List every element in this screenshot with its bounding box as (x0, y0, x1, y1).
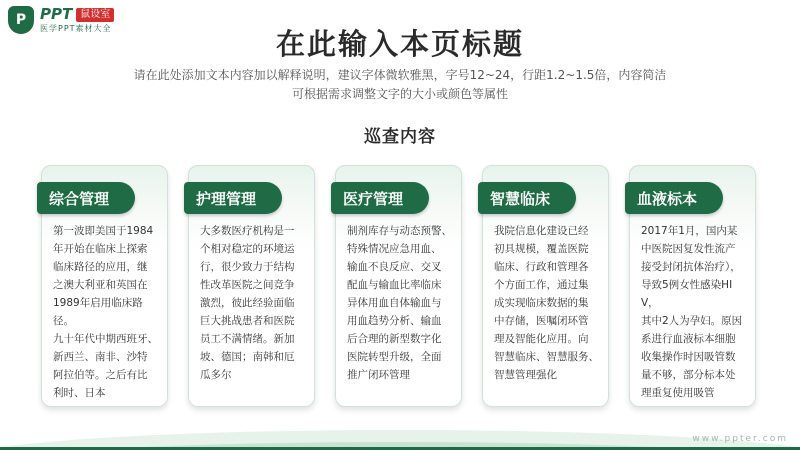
watermark: www.ppter.com (692, 434, 788, 444)
logo-badge: 鼠设室 (76, 8, 114, 22)
card-comprehensive-management (41, 165, 168, 407)
card-body: 制剂库存与动态预警、 特殊情况应急用血、 输血不良反应、交叉 配血与输血比率临床 异体用血自体输血与 用血趋势分析、输血 后合理的新型数字化 医院转型升级，全面 推广闭环管理 (347, 225, 452, 381)
subtitle-line-1: 请在此处添加文本内容加以解释说明，建议字体微软雅黑，字号12~24，行距1.2~1.5倍，内容简洁 (133, 68, 667, 82)
card-medical-management (335, 165, 462, 407)
page-title: 在此输入本页标题 (275, 27, 524, 61)
section-title: 巡查内容 (364, 127, 436, 147)
logo-tagline: 医学PPT素材大全 (40, 24, 112, 33)
card-blood-specimen (629, 165, 756, 407)
bottom-decoration (0, 420, 800, 450)
logo-name: PPT (40, 5, 73, 23)
card-body: 大多数医疗机构是一 个相对稳定的环境运 行，很少致力于结构 性改革医院之间竞争 激烈，彼此经验面临 巨大挑战患者和医院 员工不满情绪。新加 坡、德国；南韩和厄 瓜多尔 (200, 225, 295, 381)
card-title: 医疗管理 (331, 182, 429, 214)
card-title: 护理管理 (184, 182, 282, 214)
card-title: 血液标本 (625, 182, 723, 214)
card-body: 第一波即美国于1984 年开始在临床上探索 临床路径的应用，继 之澳大利亚和英国在 1989年启用临床路径。 九十年代中期西班牙、 新西兰、南非、沙特 阿拉伯等。之后有比 利时、日本 (53, 225, 158, 399)
shield-logo-icon: P (8, 6, 34, 34)
card-title: 综合管理 (37, 182, 135, 214)
card-nursing-management (188, 165, 315, 407)
subtitle-line-2: 可根据需求调整文字的大小或颜色等属性 (291, 87, 508, 101)
card-body: 我院信息化建设已经 初具规模，覆盖医院 临床、行政和管理各 个方面工作，通过集 成实现临床数据的集 中存储，医嘱闭环管 理及智能化应用。向 智慧临床、智慧服务、 智慧管理强化 (494, 225, 599, 381)
card-body: 2017年1月，国内某 中医院因复发性流产 接受封闭抗体治疗）， 导致5例女性感染HIV， 其中2人为孕妇。原因 系进行血液标本细胞 收集操作时因吸管数 量不够，部分标本处 理重复使用吸管 (641, 225, 743, 399)
card-smart-clinical (482, 165, 609, 407)
card-title: 智慧临床 (478, 182, 576, 214)
page-subtitle (0, 66, 800, 104)
